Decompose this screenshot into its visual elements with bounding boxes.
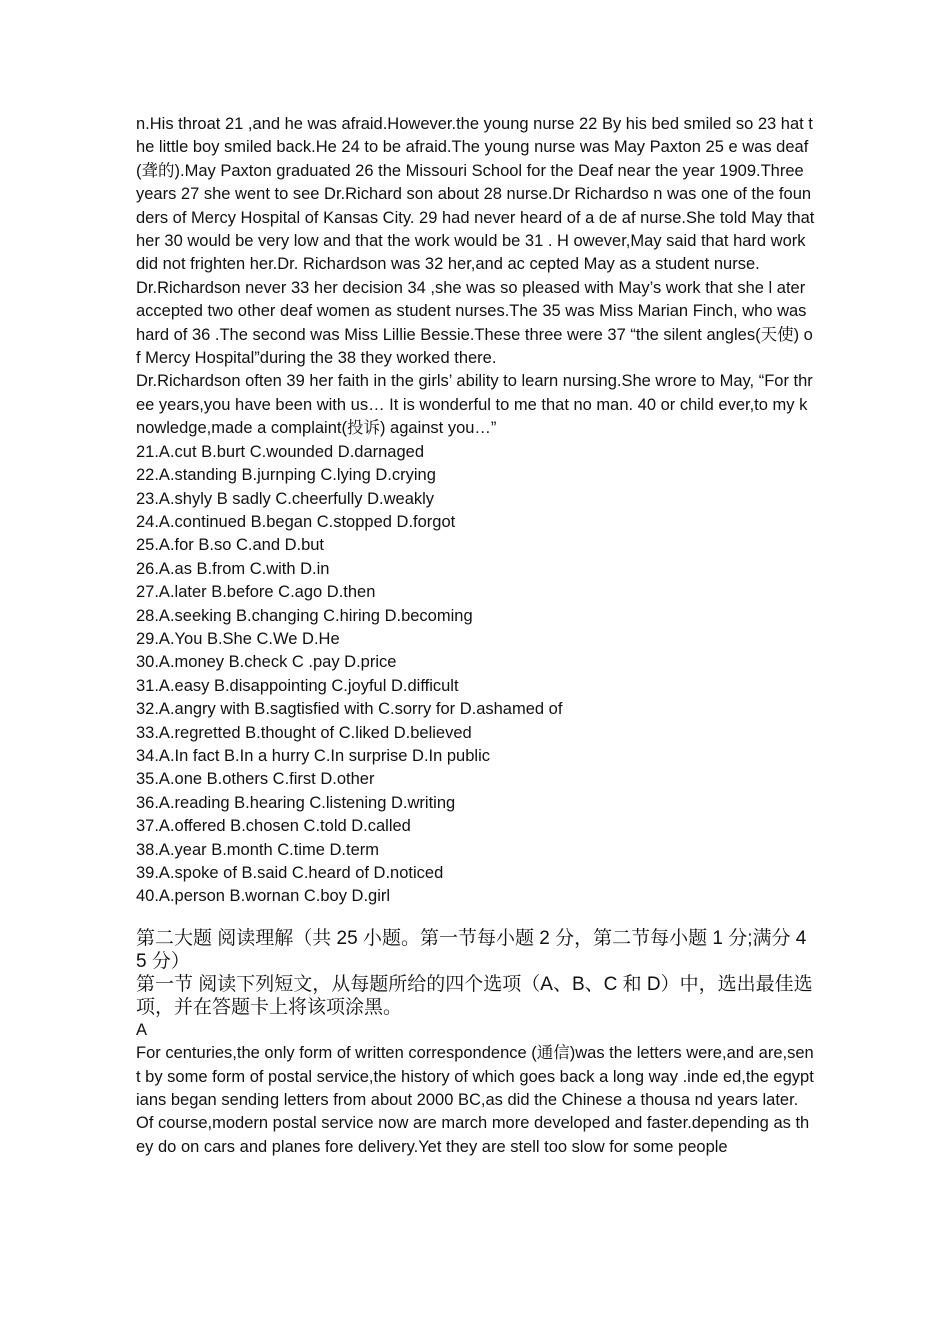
option-line-38: 38.A.year B.month C.time D.term — [136, 840, 379, 859]
options-list — [136, 441, 816, 909]
option-line-23: 23.A.shyly B sadly C.cheerfully D.weakly — [136, 489, 435, 508]
reading-paragraph-2: Of course,modern postal service now are march more developed and faster.depending as they do on cars and planes fore delivery.Yet they are stell too slow for some people — [136, 1114, 810, 1156]
document-page — [136, 113, 816, 1159]
option-line-40: 40.A.person B.wornan C.boy D.girl — [136, 887, 391, 906]
option-line-22: 22.A.standing B.jurnping C.lying D.crying — [136, 466, 436, 485]
option-line-34: 34.A.In fact B.In a hurry C.In surprise D.In public — [136, 746, 490, 765]
section-title: 第二大题 阅读理解（共 25 小题。第一节每小题 2 分，第二节每小题 1 分;满分 45 分） — [136, 927, 807, 972]
spacer — [136, 909, 816, 927]
cloze-paragraph-1: n.His throat 21 ,and he was afraid.However.the young nurse 22 By his bed smiled so 23 hat the little boy smiled back.He 24 to be afraid.The young nurse was May Paxton 25 e was deaf (聋的).May Paxton graduated 26 the Missouri School for the Deaf near the year 1909.Three years 27 she went to see Dr.Richard son about 28 nurse.Dr Richardso n was one of the founders of Mercy Hospital of Kansas City. 29 had never heard of a de af nurse.She told May that her 30 would be very low and that the work would be 31 . H owever,May said that hard work did not frighten her.Dr. Richardson was 32 her,and ac cepted May as a student nurse. — [136, 115, 815, 274]
option-line-37: 37.A.offered B.chosen C.told D.called — [136, 817, 411, 836]
option-line-30: 30.A.money B.check C .pay D.price — [136, 653, 397, 672]
option-line-26: 26.A.as B.from C.with D.in — [136, 559, 330, 578]
option-line-39: 39.A.spoke of B.said C.heard of D.noticed — [136, 864, 444, 882]
part-instructions: 第一节 阅读下列短文，从每题所给的四个选项（A、B、C 和 D）中，选出最佳选项，并在答题卡上将该项涂黑。 — [136, 973, 813, 1018]
option-line-21: 21.A.cut B.burt C.wounded D.darnaged — [136, 442, 425, 461]
option-line-32: 32.A.angry with B.sagtisfied with C.sorry for D.ashamed of — [136, 700, 563, 719]
option-line-27: 27.A.later B.before C.ago D.then — [136, 583, 376, 602]
option-line-25: 25.A.for B.so C.and D.but — [136, 536, 325, 555]
cloze-paragraph-3: Dr.Richardson often 39 her faith in the girls’ ability to learn nursing.She wrore to May, “For three years,you have been with us… It is wonderful to me that no man. 40 or child ever,to my knowledge,made a complaint(投诉) against you…” — [136, 372, 813, 438]
option-line-35: 35.A.one B.others C.first D.other — [136, 770, 375, 789]
option-line-29: 29.A.You B.She C.We D.He — [136, 629, 340, 648]
option-line-36: 36.A.reading B.hearing C.listening D.writing — [136, 793, 456, 812]
cloze-paragraph-2: Dr.Richardson never 33 her decision 34 ,she was so pleased with May’s work that she l ater accepted two other deaf women as student nurses.The 35 was Miss Marian Finch, who was hard of 36 .The second was Miss Lillie Bessie.These three were 37 “the silent angles(天使) of Mercy Hospital”during the 38 they worked there. — [136, 278, 813, 368]
option-line-33: 33.A.regretted B.thought of C.liked D.believed — [136, 723, 472, 742]
reading-paragraph-1: For centuries,the only form of written correspondence (通信)was the letters were,and are,sent by some form of postal service,the history of which goes back a long way .inde ed,the egyptians began sending letters from about 2000 BC,as did the Chinese a thousa nd years later. — [136, 1044, 814, 1110]
option-line-24: 24.A.continued B.began C.stopped D.forgot — [136, 512, 456, 531]
passage-label: A — [136, 1020, 148, 1039]
option-line-28: 28.A.seeking B.changing C.hiring D.becoming — [136, 606, 473, 625]
option-line-31: 31.A.easy B.disappointing C.joyful D.difficult — [136, 676, 459, 695]
